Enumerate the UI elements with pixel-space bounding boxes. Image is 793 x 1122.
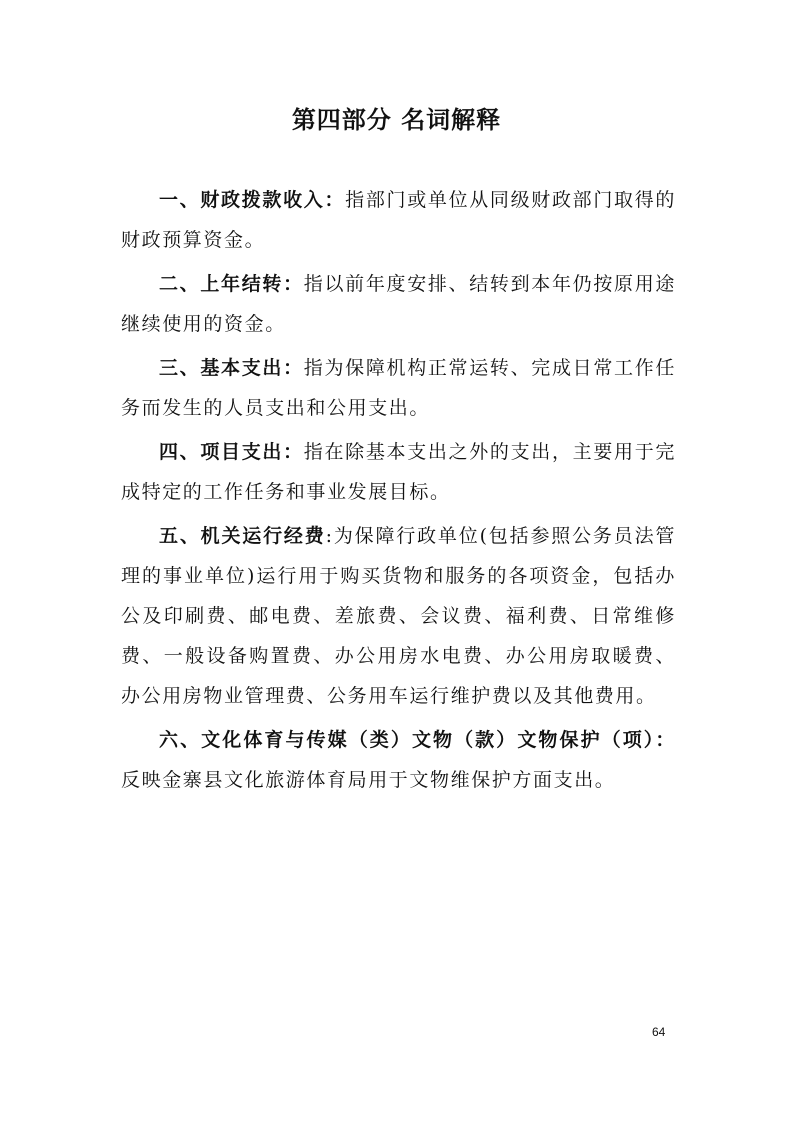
definition-text: :为保障行政单位(包括参照公务员法管理的事业单位)运行用于购买货物和服务的各项资金，包括办公及印刷费、邮电费、差旅费、会议费、福利费、日常维修费、一般设备购置费、办公用房水电费、办公用房取暖费、办公用房物业管理费、公务用车运行维护费以及其他费用。 [121,525,676,707]
definition-text: 指部门或单位从同级财政部门取得的财政预算资金。 [121,189,676,251]
term-label: 二、上年结转： [159,273,304,295]
definition-prior-year-carryover [121,264,676,344]
definition-text: 指以前年度安排、结转到本年仍按原用途继续使用的资金。 [121,273,676,335]
term-label: 三、基本支出： [159,357,304,379]
page-number: 64 [652,1025,666,1039]
definition-fiscal-appropriation-income [121,180,676,260]
definition-cultural-relics-protection [121,720,676,800]
page-title: 第四部分 名词解释 [291,106,502,134]
term-label: 一、财政拨款收入： [159,189,346,211]
term-label: 六、文化体育与传媒（类）文物（款）文物保护（项）： [159,729,676,751]
definition-basic-expenditure [121,348,676,428]
definition-text: 指在除基本支出之外的支出，主要用于完成特定的工作任务和事业发展目标。 [121,441,676,503]
term-label: 四、项目支出： [159,441,304,463]
definition-project-expenditure [121,432,676,512]
definitions-list [121,180,676,804]
definition-operating-funds [121,516,676,716]
term-label: 五、机关运行经费 [159,525,326,547]
definition-text: 反映金寨县文化旅游体育局用于文物维保护方面支出。 [121,769,616,791]
definition-text: 指为保障机构正常运转、完成日常工作任务而发生的人员支出和公用支出。 [121,357,676,419]
